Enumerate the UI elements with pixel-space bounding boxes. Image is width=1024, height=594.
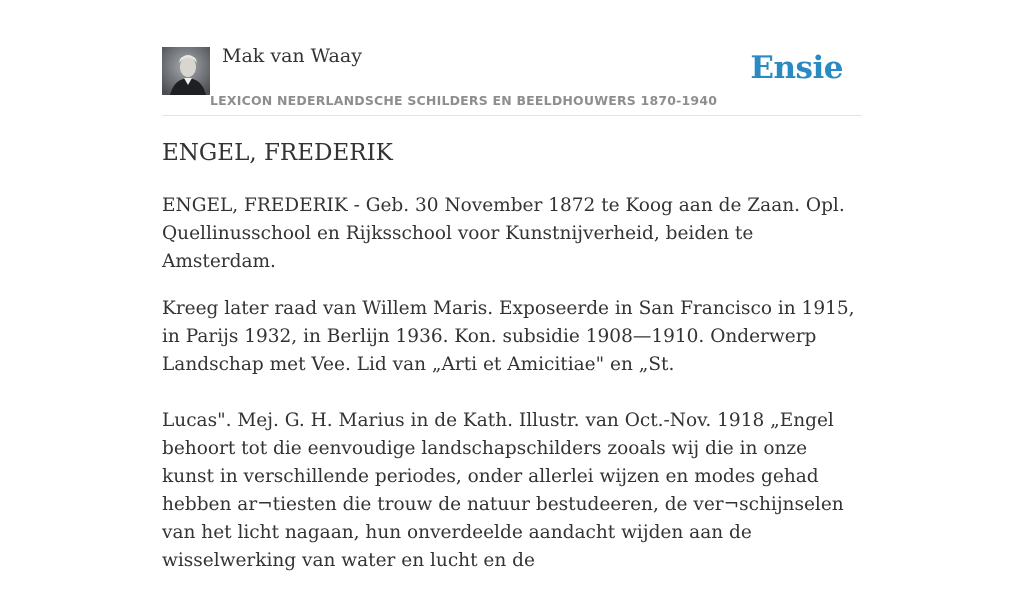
article-paragraph: ENGEL, FREDERIK - Geb. 30 November 1872 te Koog aan de Zaan. Opl. Quellinusschool en Rijksschool voor Kunstnijverheid, beiden te Amsterdam.	[162, 195, 845, 272]
page-title: ENGEL, FREDERIK	[162, 140, 393, 166]
article-paragraph: Lucas". Mej. G. H. Marius in de Kath. Illustr. van Oct.-Nov. 1918 „Engel behoort tot die eenvoudige landschapschilders zooals wij die in onze kunst in verschillende periodes, onder allerlei wijzen en modes gehad hebben ar¬tiesten die trouw de natuur bestudeeren, de ver¬schijnselen van het licht nagaan, hun onverdeelde aandacht wijden aan de wisselwerking van water en lucht en de	[162, 410, 844, 571]
author-avatar[interactable]	[162, 47, 210, 95]
article-paragraph: Kreeg later raad van Willem Maris. Exposeerde in San Francisco in 1915, in Parijs 1932, in Berlijn 1936. Kon. subsidie 1908—1910. Onderwerp Landschap met Vee. Lid van „Arti et Amicitiae" en „St.	[162, 298, 855, 375]
header	[162, 40, 862, 116]
portrait-photo-icon	[162, 47, 210, 95]
author-name[interactable]: Mak van Waay	[222, 45, 362, 67]
source-title[interactable]: LEXICON NEDERLANDSCHE SCHILDERS EN BEELDHOUWERS 1870-1940	[210, 93, 718, 108]
article-body	[162, 192, 862, 594]
ensie-logo[interactable]: Ensie	[750, 50, 843, 86]
